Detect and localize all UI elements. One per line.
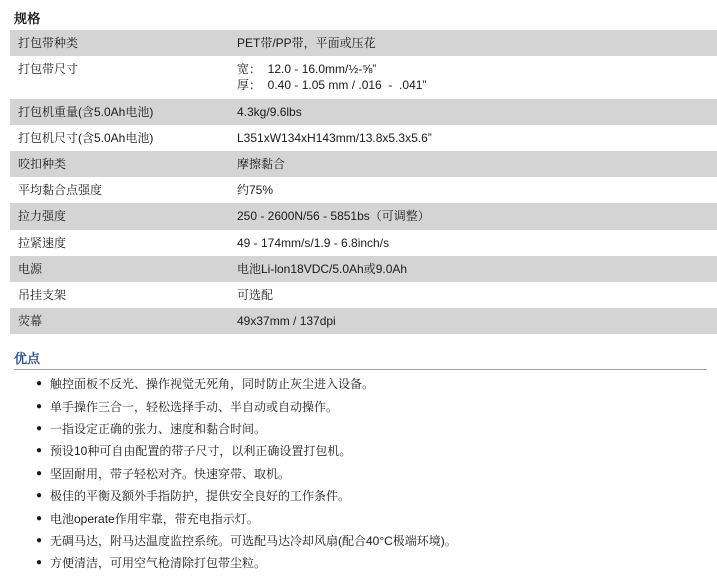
table-row (10, 177, 717, 203)
spec-value: 约75% (229, 177, 717, 203)
advantages-list (10, 376, 707, 578)
page-title: 规格 (14, 11, 41, 26)
table-row (10, 99, 717, 125)
spec-label: 电源 (10, 256, 229, 282)
spec-label: 荧幕 (10, 308, 229, 334)
spec-value: 49x37mm / 137dpi (229, 308, 717, 334)
list-item-label: 电池operate作用牢靠，带充电指示灯。 (50, 511, 259, 526)
bullet-icon: ● (36, 557, 43, 569)
list-item (36, 466, 707, 488)
spec-value-line: 宽： 12.0 - 16.0mm/½-⅝” (237, 62, 377, 77)
bullet-icon: ● (36, 467, 43, 479)
spec-value (229, 56, 717, 98)
list-item (36, 555, 707, 577)
spec-label: 咬扣种类 (10, 151, 229, 177)
bullet-icon: ● (36, 490, 43, 502)
list-item-label: 方便清洁，可用空气枪清除打包带尘粒。 (50, 556, 267, 571)
spec-value: 可选配 (229, 282, 717, 308)
bullet-icon: ● (36, 445, 43, 457)
spec-value: 电池Li-lon18VDC/5.0Ah或9.0Ah (229, 256, 717, 282)
specifications-table (10, 30, 717, 334)
table-row (10, 151, 717, 177)
spec-label: 吊挂支架 (10, 282, 229, 308)
bullet-icon: ● (36, 423, 43, 435)
spec-value: 49 - 174mm/s/1.9 - 6.8inch/s (229, 230, 717, 256)
list-item-label: 触控面板不反光、操作视觉无死角，同时防止灰尘进入设备。 (50, 377, 375, 392)
list-item-label: 单手操作三合一，轻松选择手动、半自动或自动操作。 (50, 399, 339, 414)
table-row (10, 230, 717, 256)
table-row (10, 125, 717, 151)
list-item (36, 443, 707, 465)
list-item (36, 421, 707, 443)
table-row (10, 56, 717, 98)
table-row (10, 256, 717, 282)
table-row (10, 30, 717, 56)
spec-value: 4.3kg/9.6lbs (229, 99, 717, 125)
list-item (36, 399, 707, 421)
advantages-heading: 优点 (14, 351, 41, 367)
bullet-icon: ● (36, 378, 43, 390)
list-item-label: 无碉马达，附马达温度监控系统。可选配马达冷却风扇(配合40°C极端环境)。 (50, 533, 457, 548)
spec-label: 打包带种类 (10, 30, 229, 56)
list-item-label: 一指设定正确的张力、速度和黏合时间。 (50, 422, 267, 437)
table-row (10, 282, 717, 308)
bullet-icon: ● (36, 400, 43, 412)
list-item (36, 533, 707, 555)
list-item-label: 坚固耐用，带子轻松对齐。快速穿带、取机。 (50, 466, 291, 481)
spec-value: 250 - 2600N/56 - 5851bs（可调整） (229, 203, 717, 229)
list-item (36, 511, 707, 533)
spec-value-line: 厚： 0.40 - 1.05 mm / .016 - .041” (237, 78, 427, 93)
spec-value: PET带/PP带，平面或压花 (229, 30, 717, 56)
list-item (36, 376, 707, 398)
spec-label: 打包机重量(含5.0Ah电池) (10, 99, 229, 125)
list-item (36, 488, 707, 510)
specifications-table-body (10, 30, 717, 334)
bullet-icon: ● (36, 534, 43, 546)
list-item-label: 极佳的平衡及额外手指防护，提供安全良好的工作条件。 (50, 489, 351, 504)
table-row (10, 308, 717, 334)
spec-label: 拉力强度 (10, 203, 229, 229)
list-item-label: 预设10种可自由配置的带子尺寸，以利正确设置打包机。 (50, 444, 352, 459)
spec-label: 打包带尺寸 (10, 56, 229, 98)
table-row (10, 203, 717, 229)
spec-value: L351xW134xH143mm/13.8x5.3x5.6” (229, 125, 717, 151)
bullet-icon: ● (36, 512, 43, 524)
section-divider (14, 369, 707, 370)
spec-label: 打包机尺寸(含5.0Ah电池) (10, 125, 229, 151)
spec-value: 摩擦黏合 (229, 151, 717, 177)
spec-label: 平均黏合点强度 (10, 177, 229, 203)
spec-label: 拉紧速度 (10, 230, 229, 256)
